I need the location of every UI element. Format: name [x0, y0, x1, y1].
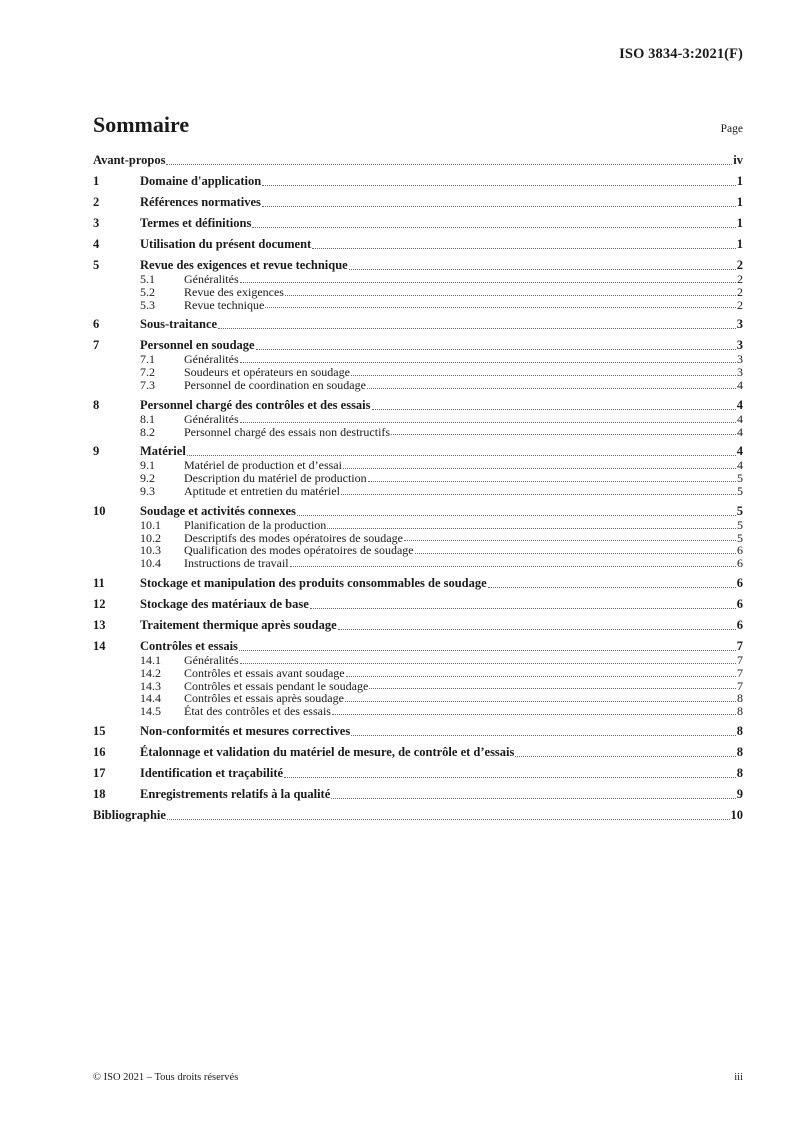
toc-entry-number: 7: [93, 338, 100, 353]
toc-entry-label[interactable]: Revue des exigences et revue technique: [140, 258, 348, 272]
toc-entry-label[interactable]: Étalonnage et validation du matériel de mesure, de contrôle et d’essais: [140, 744, 515, 759]
toc-entry-number: 10.1: [140, 517, 161, 532]
toc-entry-label[interactable]: Planification de la production: [184, 517, 327, 532]
page-footer: [93, 1072, 743, 1083]
toc-entry-label[interactable]: Soudage et activités connexes: [140, 503, 296, 518]
toc-entry-number: 9.2: [140, 471, 155, 486]
toc-entry-number: 11: [93, 575, 105, 590]
dot-leader: [404, 540, 736, 541]
toc-entry[interactable]: [93, 519, 743, 532]
toc-entry-label[interactable]: Stockage des matériaux de base: [140, 596, 309, 611]
toc-entry-number: 14.5: [140, 704, 161, 719]
toc-entry-page[interactable]: 2: [737, 272, 743, 286]
dot-leader: [372, 409, 736, 410]
toc-entry[interactable]: [93, 724, 743, 739]
dot-leader: [343, 468, 736, 469]
toc-header: [93, 112, 743, 138]
toc-entry-label[interactable]: Revue des exigences: [184, 284, 284, 299]
toc-entry-page[interactable]: 6: [736, 596, 743, 611]
toc-entry-label[interactable]: Identification et traçabilité: [140, 765, 284, 780]
toc-entry-label[interactable]: Personnel en soudage: [140, 338, 255, 353]
dot-leader: [351, 375, 736, 376]
toc-entry[interactable]: [93, 639, 743, 654]
table-of-contents: [93, 153, 743, 823]
toc-entry-page[interactable]: 6: [736, 617, 743, 632]
page-title: Sommaire: [93, 112, 190, 137]
toc-entry-label[interactable]: Personnel chargé des contrôles et des essais: [140, 397, 371, 412]
toc-entry-number: 6: [93, 317, 100, 332]
dot-leader: [167, 819, 730, 820]
toc-entry[interactable]: [93, 273, 743, 286]
toc-entry-label[interactable]: Traitement thermique après soudage: [140, 617, 337, 632]
toc-entry[interactable]: [93, 667, 743, 680]
toc-entry-number: 12: [93, 596, 106, 611]
toc-entry-label[interactable]: Généralités: [184, 352, 239, 367]
toc-entry-page[interactable]: 7: [736, 638, 743, 653]
dot-leader: [284, 777, 736, 778]
toc-entry-label[interactable]: Contrôles et essais pendant le soudage: [184, 678, 369, 693]
dot-leader: [240, 282, 736, 283]
toc-entry-number: 14.2: [140, 665, 161, 680]
toc-entry[interactable]: [93, 597, 743, 612]
toc-entry[interactable]: [93, 766, 743, 781]
toc-entry-number: 8.1: [140, 411, 155, 426]
toc-entry-page[interactable]: 3: [737, 365, 743, 380]
toc-entry-number: 4: [93, 237, 100, 251]
dot-leader: [327, 528, 736, 529]
toc-entry-page[interactable]: 8: [737, 691, 743, 706]
toc-entry-page[interactable]: 4: [737, 377, 743, 392]
toc-entry-page[interactable]: 1: [736, 174, 743, 188]
toc-entry-label[interactable]: Sous-traitance: [140, 317, 218, 332]
toc-entry-page[interactable]: 7: [737, 665, 743, 680]
toc-entry-page[interactable]: 8: [736, 723, 743, 738]
toc-entry[interactable]: [93, 444, 743, 459]
toc-entry-page[interactable]: 4: [736, 444, 743, 459]
toc-entry-label[interactable]: Références normatives: [140, 195, 261, 209]
toc-entry-number: 14.4: [140, 691, 161, 706]
toc-entry[interactable]: [93, 398, 743, 413]
toc-entry-number: 2: [93, 195, 100, 209]
toc-entry[interactable]: [93, 153, 743, 168]
toc-entry[interactable]: [93, 258, 743, 273]
toc-entry-label[interactable]: Non-conformités et mesures correctives: [140, 723, 351, 738]
toc-entry[interactable]: [93, 286, 743, 299]
toc-entry[interactable]: [93, 216, 743, 231]
toc-entry-number: 9.3: [140, 483, 155, 498]
toc-entry-page[interactable]: 7: [737, 678, 743, 693]
toc-entry-label[interactable]: État des contrôles et des essais: [184, 704, 331, 719]
toc-entry-number: 1: [93, 174, 100, 188]
dot-leader: [369, 688, 736, 689]
dot-leader: [338, 629, 736, 630]
toc-entry-page[interactable]: 9: [736, 786, 743, 801]
dot-leader: [515, 756, 735, 757]
dot-leader: [240, 663, 736, 664]
toc-entry-label[interactable]: Aptitude et entretien du matériel: [184, 483, 340, 498]
dot-leader: [345, 701, 736, 702]
toc-entry-number: 18: [93, 786, 106, 801]
toc-entry-label[interactable]: Contrôles et essais avant soudage: [184, 665, 345, 680]
toc-entry-page[interactable]: 4: [737, 411, 743, 426]
dot-leader: [166, 164, 732, 165]
toc-entry-page[interactable]: 6: [736, 575, 743, 590]
dot-leader: [218, 328, 736, 329]
toc-entry-label[interactable]: Généralités: [184, 652, 239, 667]
toc-entry-number: 5.1: [140, 272, 155, 286]
toc-entry[interactable]: [93, 174, 743, 189]
dot-leader: [351, 735, 736, 736]
toc-entry-number: 8.2: [140, 424, 155, 439]
dot-leader: [341, 494, 736, 495]
toc-entry-page[interactable]: 3: [736, 317, 743, 332]
dot-leader: [346, 676, 736, 677]
toc-entry-page[interactable]: 4: [737, 458, 743, 473]
toc-entry-page[interactable]: 6: [737, 556, 743, 571]
toc-entry-label[interactable]: Généralités: [184, 272, 239, 286]
toc-entry-number: 9.1: [140, 458, 155, 473]
dot-leader: [367, 388, 736, 389]
dot-leader: [415, 553, 736, 554]
toc-entry-page[interactable]: iv: [733, 153, 743, 167]
toc-entry[interactable]: [93, 426, 743, 439]
toc-entry[interactable]: [93, 705, 743, 718]
dot-leader: [488, 587, 736, 588]
page-column-label: Page: [720, 123, 743, 135]
toc-entry-number: 9: [93, 444, 100, 459]
dot-leader: [240, 422, 736, 423]
dot-leader: [349, 269, 736, 270]
toc-entry-number: 10.3: [140, 543, 161, 558]
toc-entry-page[interactable]: 8: [736, 765, 743, 780]
toc-entry-page[interactable]: 1: [736, 216, 743, 230]
toc-entry-page[interactable]: 2: [737, 284, 743, 299]
toc-entry[interactable]: [93, 237, 743, 252]
toc-entry-label[interactable]: Stockage et manipulation des produits consommables de soudage: [140, 575, 487, 590]
toc-entry[interactable]: [93, 808, 743, 823]
toc-entry-number: 14: [93, 638, 106, 653]
dot-leader: [240, 362, 736, 363]
toc-entry-page[interactable]: 8: [737, 704, 743, 719]
toc-entry-number: 10.4: [140, 556, 161, 571]
dot-leader: [331, 798, 735, 799]
toc-entry-number: 10.2: [140, 530, 161, 545]
toc-entry-label[interactable]: Contrôles et essais après soudage: [184, 691, 344, 706]
toc-entry-number: 13: [93, 617, 106, 632]
dot-leader: [265, 307, 736, 308]
toc-entry-label[interactable]: Description du matériel de production: [184, 471, 367, 486]
toc-entry-page[interactable]: 5: [736, 503, 743, 518]
toc-entry[interactable]: [93, 413, 743, 426]
toc-entry-label[interactable]: Descriptifs des modes opératoires de soudage: [184, 530, 403, 545]
toc-entry[interactable]: [93, 654, 743, 667]
dot-leader: [239, 650, 736, 651]
dot-leader: [187, 455, 736, 456]
toc-entry-page[interactable]: 4: [737, 424, 743, 439]
toc-entry-label[interactable]: Soudeurs et opérateurs en soudage: [184, 365, 350, 380]
toc-entry-number: 7.2: [140, 365, 155, 380]
toc-entry-label[interactable]: Matériel de production et d’essai: [184, 458, 342, 473]
toc-entry[interactable]: [93, 379, 743, 392]
toc-entry-page[interactable]: 8: [736, 744, 743, 759]
toc-entry-page[interactable]: 5: [737, 483, 743, 498]
dot-leader: [256, 349, 736, 350]
toc-entry-label[interactable]: Bibliographie: [93, 807, 166, 822]
toc-entry-number: 16: [93, 744, 106, 759]
toc-entry-page[interactable]: 2: [737, 297, 743, 312]
dot-leader: [310, 608, 736, 609]
toc-entry-number: 5.3: [140, 297, 155, 312]
toc-entry-label[interactable]: Matériel: [140, 444, 186, 459]
dot-leader: [252, 227, 735, 228]
toc-entry-page[interactable]: 5: [737, 530, 743, 545]
page-number: iii: [734, 1072, 743, 1083]
document-identifier: ISO 3834-3:2021(F): [619, 46, 743, 62]
toc-entry-page[interactable]: 5: [737, 517, 743, 532]
toc-entry-page[interactable]: 3: [736, 338, 743, 353]
toc-entry[interactable]: [93, 338, 743, 353]
toc-entry[interactable]: [93, 299, 743, 312]
toc-entry-label[interactable]: Personnel chargé des essais non destructifs: [184, 424, 391, 439]
toc-entry-number: 14.1: [140, 652, 161, 667]
toc-entry-label[interactable]: Avant-propos: [93, 153, 166, 167]
toc-entry-label[interactable]: Personnel de coordination en soudage: [184, 377, 366, 392]
toc-entry-number: 14.3: [140, 678, 161, 693]
toc-entry[interactable]: [93, 787, 743, 802]
dot-leader: [285, 295, 736, 296]
dot-leader: [290, 566, 736, 567]
toc-entry-page[interactable]: 7: [737, 652, 743, 667]
toc-entry-label[interactable]: Instructions de travail: [184, 556, 289, 571]
toc-entry-page[interactable]: 1: [736, 237, 743, 251]
toc-entry[interactable]: [93, 745, 743, 760]
toc-entry-page[interactable]: 4: [736, 397, 743, 412]
dot-leader: [297, 515, 736, 516]
toc-entry[interactable]: [93, 618, 743, 633]
toc-entry-page[interactable]: 2: [736, 258, 743, 272]
copyright-notice: © ISO 2021 – Tous droits réservés: [93, 1072, 239, 1083]
toc-entry-number: 3: [93, 216, 100, 230]
toc-entry-label[interactable]: Termes et définitions: [140, 216, 252, 230]
toc-entry-number: 17: [93, 765, 106, 780]
toc-entry-label[interactable]: Revue technique: [184, 297, 265, 312]
toc-entry-label[interactable]: Enregistrements relatifs à la qualité: [140, 786, 331, 801]
toc-entry-page[interactable]: 10: [730, 807, 743, 822]
dot-leader: [368, 481, 736, 482]
toc-entry-number: 7.3: [140, 377, 155, 392]
toc-entry-page[interactable]: 5: [737, 471, 743, 486]
toc-entry-number: 10: [93, 503, 106, 518]
toc-entry-page[interactable]: 1: [736, 195, 743, 209]
toc-entry-number: 5.2: [140, 284, 155, 299]
toc-entry-number: 8: [93, 397, 100, 412]
dot-leader: [391, 434, 736, 435]
toc-entry[interactable]: [93, 317, 743, 332]
toc-entry[interactable]: [93, 504, 743, 519]
toc-entry-page[interactable]: 6: [737, 543, 743, 558]
toc-entry-label[interactable]: Qualification des modes opératoires de soudage: [184, 543, 414, 558]
toc-entry-label[interactable]: Contrôles et essais: [140, 638, 238, 653]
toc-entry-number: 7.1: [140, 352, 155, 367]
toc-entry-label[interactable]: Domaine d'application: [140, 174, 262, 188]
dot-leader: [262, 206, 736, 207]
toc-entry-number: 5: [93, 258, 100, 272]
toc-entry[interactable]: [93, 576, 743, 591]
toc-entry[interactable]: [93, 485, 743, 498]
dot-leader: [262, 185, 736, 186]
toc-entry-page[interactable]: 3: [737, 352, 743, 367]
toc-entry-label[interactable]: Utilisation du présent document: [140, 237, 312, 251]
toc-entry-label[interactable]: Généralités: [184, 411, 239, 426]
toc-entry-number: 15: [93, 723, 106, 738]
toc-entry[interactable]: [93, 557, 743, 570]
dot-leader: [312, 248, 736, 249]
dot-leader: [332, 714, 736, 715]
toc-entry[interactable]: [93, 195, 743, 210]
